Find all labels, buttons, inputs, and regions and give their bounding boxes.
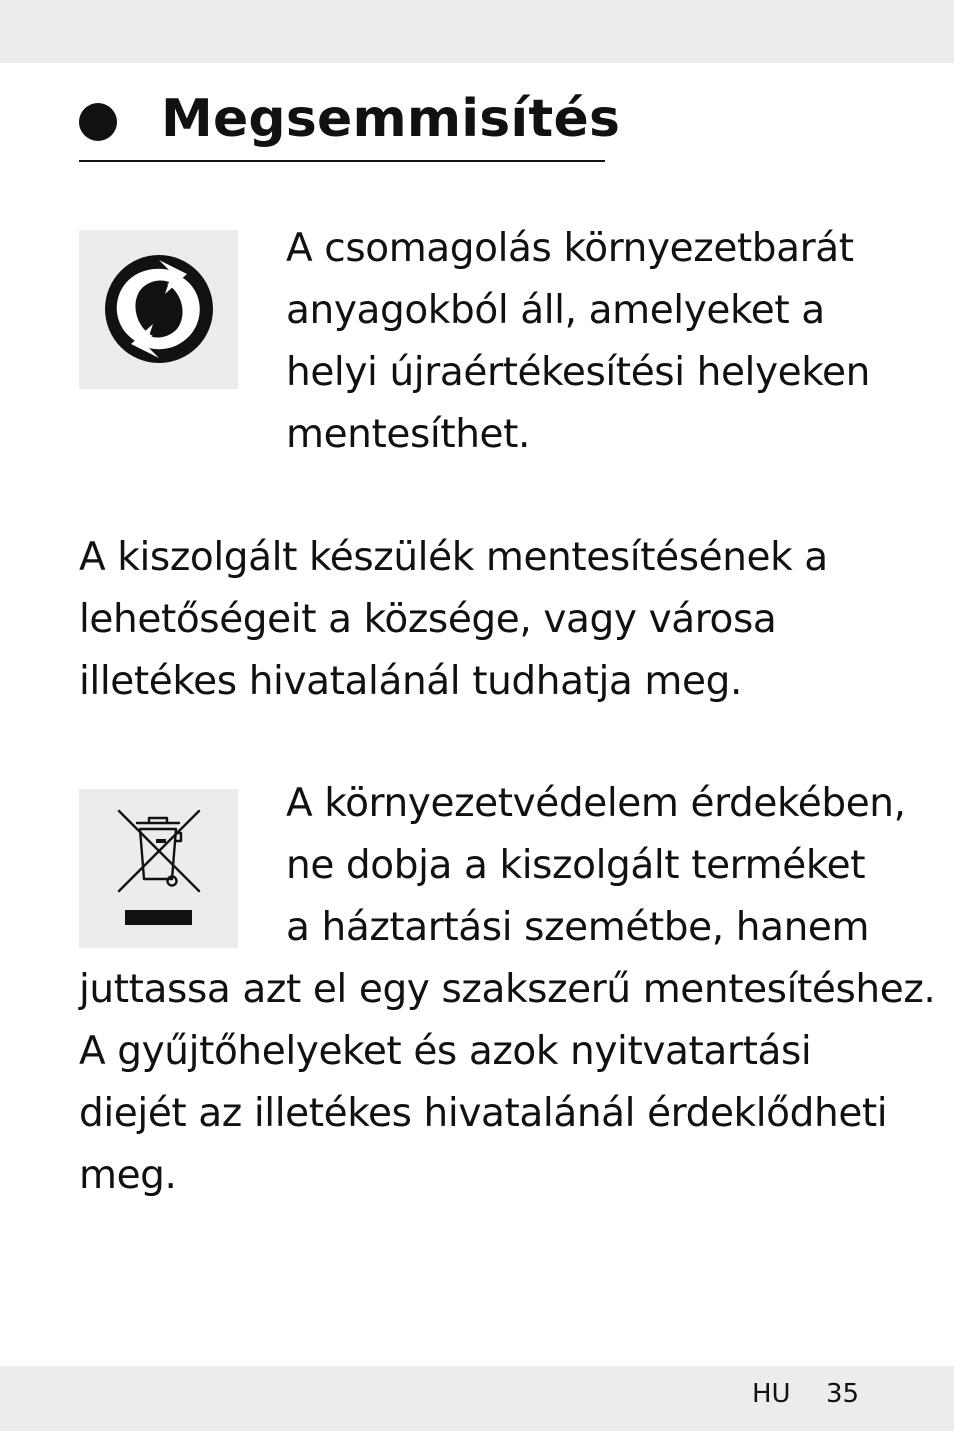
text-line: ne dobja a kiszolgált terméket — [286, 843, 866, 888]
text-line: lehetőségeit a községe, vagy városa — [79, 597, 777, 642]
crossed-out-wheelie-bin-icon — [79, 789, 238, 948]
section-heading — [79, 89, 621, 162]
text-line: a háztartási szemétbe, hanem — [286, 905, 870, 950]
disposal-info-paragraph — [79, 527, 828, 713]
text-line: A csomagolás környezetbarát — [286, 226, 854, 271]
text-line: A gyűjtőhelyeket és azok nyitvatartási — [79, 1029, 812, 1074]
weee-paragraph-continued — [79, 959, 935, 1207]
page-title: Megsemmisítés — [161, 89, 621, 149]
weee-paragraph-beside-icon — [286, 773, 906, 959]
text-line: helyi újraértékesítési helyeken — [286, 350, 870, 395]
heading-bullet-icon — [79, 103, 117, 141]
page-number: 35 — [826, 1379, 860, 1409]
header-band — [0, 0, 954, 63]
footer-band — [0, 1366, 954, 1431]
text-line: juttassa azt el egy szakszerű mentesítéshez. — [79, 967, 936, 1012]
packaging-paragraph — [286, 218, 870, 466]
green-dot-recycling-icon — [79, 230, 238, 389]
text-line: illetékes hivatalánál tudhatja meg. — [79, 659, 742, 704]
text-line: A környezetvédelem érdekében, — [286, 781, 906, 826]
text-line: anyagokból áll, amelyeket a — [286, 288, 825, 333]
text-line: diejét az illetékes hivatalánál érdeklődheti — [79, 1091, 888, 1136]
language-code: HU — [752, 1379, 791, 1409]
text-line: meg. — [79, 1153, 177, 1198]
text-line: mentesíthet. — [286, 412, 531, 457]
text-line: A kiszolgált készülék mentesítésének a — [79, 535, 828, 580]
